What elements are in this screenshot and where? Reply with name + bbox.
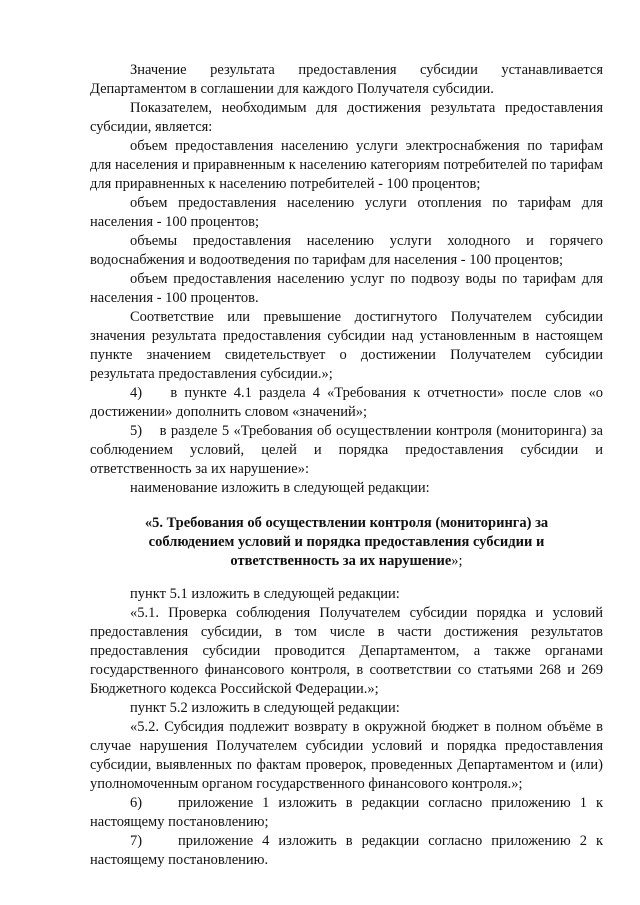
paragraph-indicator: Показателем, необходимым для достижения результата предоставления субсидии, является: bbox=[90, 100, 603, 135]
paragraph-water-delivery: объем предоставления населению услуг по подвозу воды по тарифам для населения - 100 процентов. bbox=[90, 271, 603, 306]
paragraph-5-1-intro: пункт 5.1 изложить в следующей редакции: bbox=[130, 586, 400, 602]
section-heading-tail: »; bbox=[451, 553, 463, 569]
paragraph-item-5: 5) в разделе 5 «Требования об осуществлении контроля (мониторинга) за соблюдением условий, целей и порядка предоставления субсидии и ответственность за их нарушение»: bbox=[90, 423, 603, 477]
paragraph-item-4: 4) в пункте 4.1 раздела 4 «Требования к отчетности» после слов «о достижении» дополнить словом «значений»; bbox=[90, 385, 603, 420]
paragraph-item-6: 6) приложение 1 изложить в редакции согласно приложению 1 к настоящему постановлению; bbox=[90, 795, 603, 830]
section-heading-bold: «5. Требования об осуществлении контроля (мониторинга) за соблюдением условий и порядка предоставления субсидии и ответственность за их нарушение bbox=[144, 515, 549, 569]
paragraph-heating: объем предоставления населению услуги отопления по тарифам для населения - 100 процентов; bbox=[90, 195, 603, 230]
section-heading bbox=[90, 514, 603, 571]
paragraph-compliance: Соответствие или превышение достигнутого Получателем субсидии значения результата предоставления субсидии над установленным в настоящем пункте значением свидетельствует о достижении Получателем субсидии результата предоставления субсидии.»; bbox=[90, 309, 603, 382]
paragraph-electricity: объем предоставления населению услуги электроснабжения по тарифам для населения и приравненным к населению категориям потребителей по тарифам для приравненных к населению потребителей - 100 процентов; bbox=[90, 138, 603, 192]
paragraph-5-2-intro: пункт 5.2 изложить в следующей редакции: bbox=[130, 700, 400, 716]
paragraph-item-7: 7) приложение 4 изложить в редакции согласно приложению 2 к настоящему постановлению. bbox=[90, 833, 603, 868]
paragraph-5-2-text: «5.2. Субсидия подлежит возврату в окружной бюджет в полном объёме в случае нарушения Получателем субсидии условий и порядка предоставления субсидии, выявленных по фактам проверок, проведенных Департаментом и (или) уполномоченным органом государственного финансового контроля.»; bbox=[90, 719, 603, 792]
paragraph-water-supply: объемы предоставления населению услуги холодного и горячего водоснабжения и водоотведения по тарифам для населения - 100 процентов; bbox=[90, 233, 603, 268]
paragraph-5-1-text: «5.1. Проверка соблюдения Получателем субсидии порядка и условий предоставления субсидии, в том числе в части достижения результатов предоставления субсидии проводится Департаментом, а также органами государственного финансового контроля, в соответствии со статьями 268 и 269 Бюджетного кодекса Российской Федерации.»; bbox=[90, 605, 603, 697]
paragraph-name-edit: наименование изложить в следующей редакции: bbox=[130, 480, 430, 496]
paragraph-result-value: Значение результата предоставления субсидии устанавливается Департаментом в соглашении для каждого Получателя субсидии. bbox=[90, 62, 603, 97]
document-page bbox=[90, 61, 603, 870]
